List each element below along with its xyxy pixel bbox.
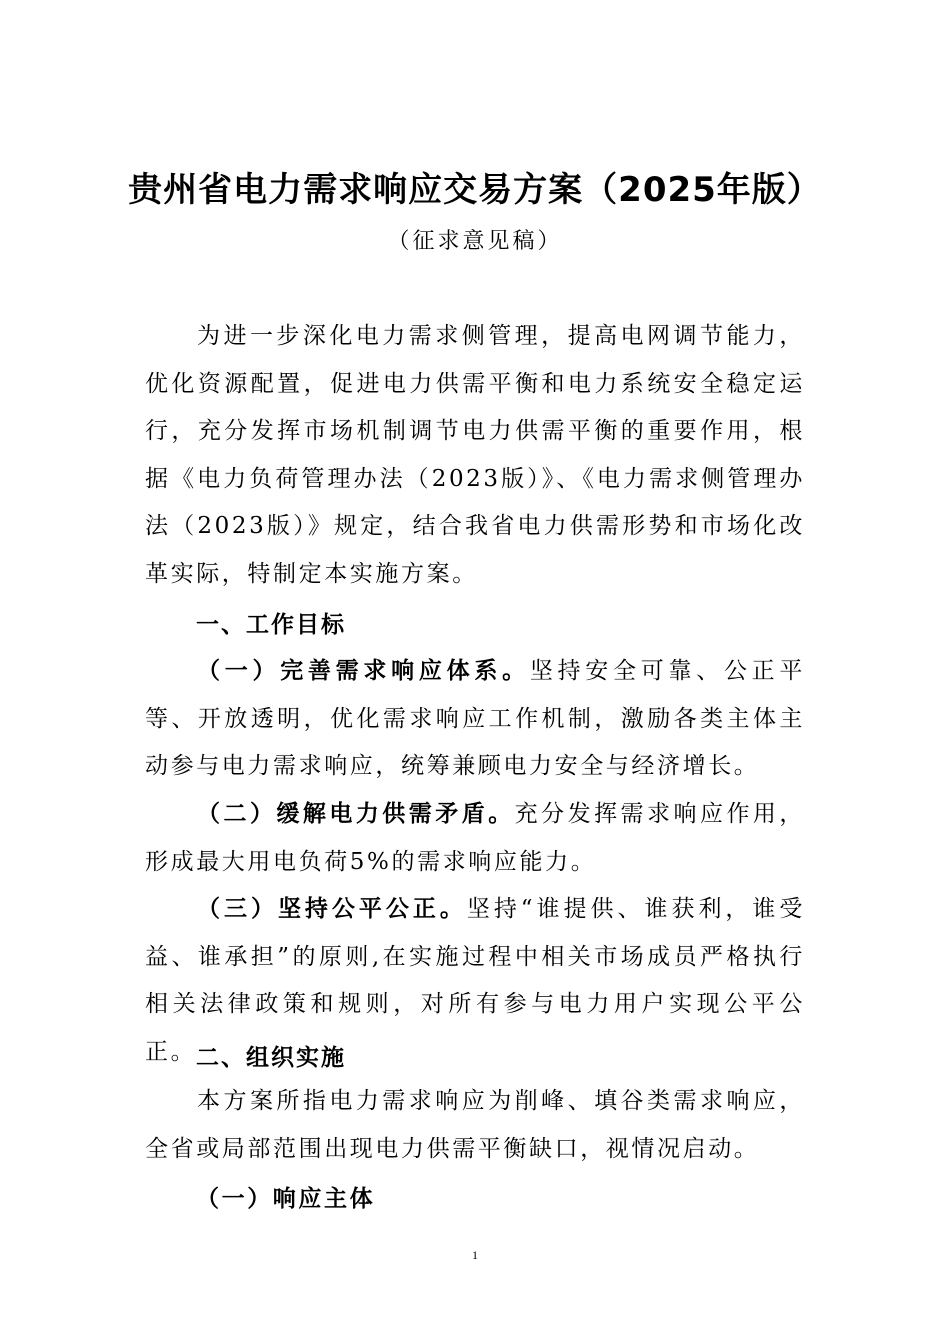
goal-item-3-body: 坚持“谁提供、谁获利，谁受益、谁承担”的原则,在实施过程中相关市场成员严格执行相关法律政策和规则，对所有参与电力用户实现公平公正。 <box>145 896 806 1065</box>
section-2-heading: 二、组织实施 <box>196 1045 346 1071</box>
goal-item-2-body: 充分发挥需求响应作用，形成最大用电负荷5%的需求响应能力。 <box>145 801 805 875</box>
section-2-paragraph: 本方案所指电力需求响应为削峰、填谷类需求响应，全省或局部范围出现电力供需平衡缺口，视情况启动。 <box>145 1088 805 1162</box>
intro-paragraph: 为进一步深化电力需求侧管理，提高电网调节能力，优化资源配置，促进电力供需平衡和电力系统安全稳定运行，充分发挥市场机制调节电力供需平衡的重要作用，根据《电力负荷管理办法（2023版）》、《电力需求侧管理办法（2023版）》规定，结合我省电力供需形势和市场化改革实际，特制定本实施方案。 <box>145 323 805 587</box>
section-1-heading: 一、工作目标 <box>196 612 346 638</box>
goal-item-1 <box>145 647 805 791</box>
sub-section-1-heading: （一）响应主体 <box>196 1185 376 1212</box>
goal-item-3-lead: （三）坚持公平公正。 <box>197 895 467 922</box>
goal-item-2 <box>145 790 805 886</box>
goal-item-1-lead: （一）完善需求响应体系。 <box>197 657 530 684</box>
page-number: 1 <box>472 1248 478 1262</box>
document-title: 贵州省电力需求响应交易方案（2025年版） <box>128 170 822 210</box>
document-subtitle: （征求意见稿） <box>387 229 563 254</box>
goal-item-1-body: 坚持安全可靠、公正平等、开放透明，优化需求响应工作机制，激励各类主体主动参与电力需求响应，统筹兼顾电力安全与经济增长。 <box>145 658 806 779</box>
goal-item-2-lead: （二）缓解电力供需矛盾。 <box>197 800 515 827</box>
